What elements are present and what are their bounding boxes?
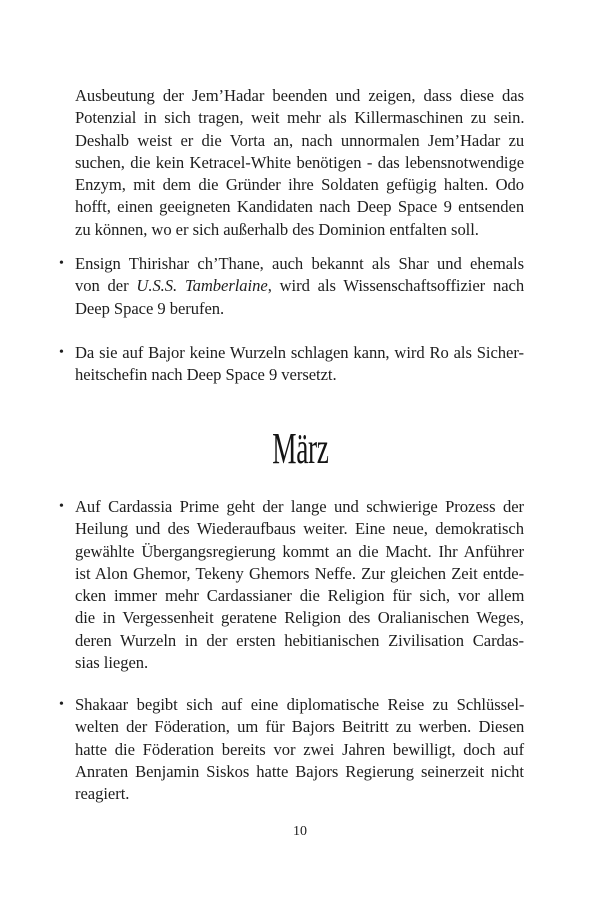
- text-fragment: von der: [75, 276, 137, 296]
- text-line: suchen, die kein Ketracel-White benötigen - das lebensnotwendige: [75, 152, 525, 172]
- text-line: Deep Space 9 berufen.: [75, 298, 225, 318]
- text-line: zu können, wo er sich außerhalb des Dominion entfalten soll.: [75, 219, 479, 239]
- text-line: ist Alon Ghemor, Tekeny Ghemors Neffe. Zur gleichen Zeit entde-: [75, 563, 525, 583]
- bullet-icon: •: [59, 697, 64, 712]
- text-line: Heilung und des Wiederaufbaus weiter. Eine neue, demokratisch: [75, 519, 524, 539]
- ship-name: U.S.S. Tamberlaine: [136, 276, 268, 296]
- text-line: hatte die Föderation bereits vor zwei Jahren bewilligt, doch auf: [75, 739, 525, 759]
- text-line: Da sie auf Bajor keine Wurzeln schlagen kann, wird Ro als Sicher-: [75, 343, 524, 362]
- text-line: sias liegen.: [75, 653, 149, 673]
- text-line: gewählte Übergangsregierung kommt an die Macht. Ihr Anführer: [75, 541, 524, 561]
- text-line: Anraten Benjamin Siskos hatte Bajors Regierung seinerzeit nicht: [75, 761, 524, 781]
- text-line: die in Vergessenheit geratene Religion des Oralianischen Weges,: [75, 608, 524, 628]
- bullet-icon: •: [59, 256, 64, 271]
- text-line: Potenzial in sich tragen, weit mehr als Killermaschinen zu sein.: [75, 108, 525, 128]
- text-line: cken immer mehr Cardassianer die Religion für sich, vor allem: [75, 586, 525, 606]
- text-line: welten der Föderation, um für Bajors Beitritt zu werben. Diesen: [75, 717, 525, 737]
- bullet-icon: •: [59, 499, 64, 514]
- section-heading: [0, 423, 600, 475]
- bullet-item-shar: [59, 253, 525, 320]
- text-line: Deshalb weist er die Vorta an, nach unnormalen Jem’Hadar zu: [75, 130, 525, 150]
- text-line: Enzym, mit dem die Gründer ihre Soldaten gefügig halten. Odo: [75, 175, 524, 195]
- continuation-paragraph: [75, 85, 524, 241]
- text-line: Auf Cardassia Prime geht der lange und schwierige Prozess der: [75, 497, 524, 516]
- bullet-item-cardassia: [59, 496, 525, 674]
- text-line: reagiert.: [75, 784, 130, 804]
- text-line: Ensign Thirishar ch’Thane, auch bekannt als Shar und ehemals: [75, 254, 524, 273]
- text-line: heitschefin nach Deep Space 9 versetzt.: [75, 365, 337, 385]
- text-line: Shakaar begibt sich auf eine diplomatische Reise zu Schlüssel-: [75, 695, 525, 714]
- bullet-item-shakaar: [59, 694, 525, 805]
- bullet-item-ro: [59, 342, 524, 387]
- text-line: Ausbeutung der Jem’Hadar beenden und zeigen, dass diese das: [75, 86, 524, 105]
- text-fragment: , wird als Wissenschaftsoffizier nach: [267, 276, 525, 296]
- text-line: hofft, einen geeigneten Kandidaten nach Deep Space 9 entsenden: [75, 197, 525, 217]
- text-line-with-ship-name: [75, 275, 524, 297]
- bullet-icon: •: [59, 345, 64, 360]
- page-number: 10: [293, 824, 307, 839]
- text-line: deren Wurzeln in der ersten hebitianischen Zivilisation Cardas-: [75, 630, 524, 650]
- section-heading-text: März: [271, 424, 329, 473]
